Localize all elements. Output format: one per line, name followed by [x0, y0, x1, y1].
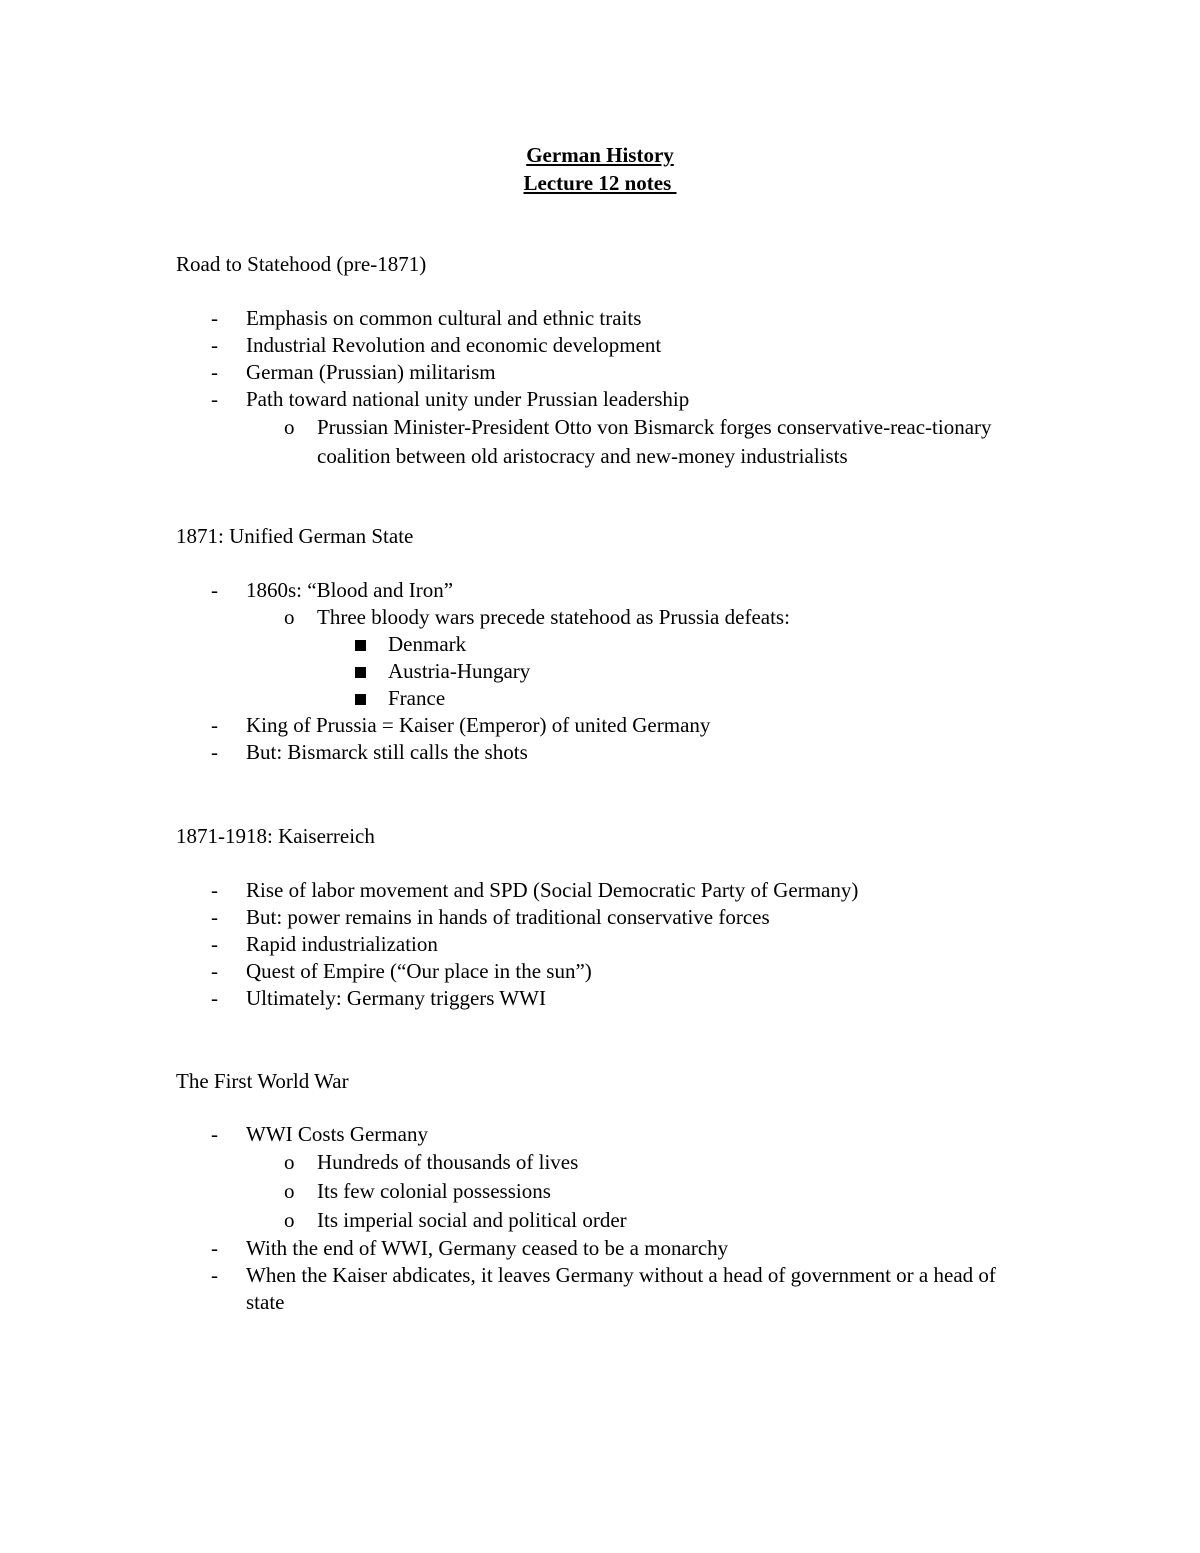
list-item: - But: Bismarck still calls the shots	[211, 740, 528, 764]
list-item: - Industrial Revolution and economic development	[211, 333, 662, 357]
bullet-list	[0, 877, 1200, 1012]
sub-sub-list-item: Denmark	[0, 631, 1008, 658]
section-heading: 1871-1918: Kaiserreich	[176, 824, 375, 848]
list-item: - Quest of Empire (“Our place in the sun”)	[211, 959, 592, 983]
document-subtitle: Lecture 12 notes	[523, 171, 677, 195]
square-bullet-icon	[355, 640, 366, 651]
sub-sub-list-item: France	[0, 685, 1008, 712]
list-item: - Rise of labor movement and SPD (Social Democratic Party of Germany)	[211, 878, 859, 902]
sub-sub-list-item: Austria-Hungary	[0, 658, 1008, 685]
dash-bullet: -	[211, 306, 218, 330]
list-item: - But: power remains in hands of traditional conservative forces	[211, 905, 770, 929]
sub-list-item: o Three bloody wars precede statehood as Prussia defeats:	[284, 605, 790, 629]
dash-bullet: -	[211, 905, 218, 929]
list-item: - King of Prussia = Kaiser (Emperor) of united Germany	[211, 713, 711, 737]
bullet-list	[0, 1121, 1200, 1316]
circle-bullet: o	[284, 1150, 295, 1174]
circle-bullet: o	[284, 1208, 295, 1232]
square-bullet-icon	[355, 694, 366, 705]
list-item: - With the end of WWI, Germany ceased to be a monarchy	[211, 1236, 729, 1260]
dash-bullet: -	[211, 878, 218, 902]
list-item: - German (Prussian) militarism	[211, 360, 496, 384]
circle-bullet: o	[284, 605, 295, 629]
dash-bullet: -	[211, 578, 218, 602]
sub-list-item: o Prussian Minister-President Otto von Bismarck forges conservative-reac-tionary coalition between old aristocracy and new-money industrialists	[284, 415, 992, 468]
dash-bullet: -	[211, 1122, 218, 1146]
dash-bullet: -	[211, 387, 218, 411]
bullet-list	[0, 305, 1200, 471]
section-heading: Road to Statehood (pre-1871)	[176, 252, 427, 276]
circle-bullet: o	[284, 1179, 295, 1203]
dash-bullet: -	[211, 1236, 218, 1260]
list-item: - Ultimately: Germany triggers WWI	[211, 986, 546, 1010]
list-item: - Path toward national unity under Prussian leadership	[211, 387, 690, 411]
document-title: German History	[526, 143, 674, 167]
dash-bullet: -	[211, 333, 218, 357]
dash-bullet: -	[211, 360, 218, 384]
section-heading: 1871: Unified German State	[176, 524, 414, 548]
square-bullet-icon	[355, 667, 366, 678]
dash-bullet: -	[211, 959, 218, 983]
dash-bullet: -	[211, 932, 218, 956]
list-item: - When the Kaiser abdicates, it leaves Germany without a head of government or a head of state	[211, 1263, 996, 1314]
list-item: - WWI Costs Germany	[211, 1122, 428, 1146]
sub-list-item: o Its few colonial possessions	[0, 1177, 1017, 1206]
sub-list-item: o Its imperial social and political order	[0, 1206, 1017, 1235]
sub-list-item: o Hundreds of thousands of lives	[0, 1148, 1017, 1177]
section-heading: The First World War	[176, 1069, 349, 1093]
dash-bullet: -	[211, 1263, 218, 1287]
dash-bullet: -	[211, 986, 218, 1010]
list-item: - Rapid industrialization	[211, 932, 438, 956]
dash-bullet: -	[211, 713, 218, 737]
bullet-list	[0, 577, 1200, 766]
circle-bullet: o	[284, 415, 295, 439]
list-item: - Emphasis on common cultural and ethnic traits	[211, 306, 642, 330]
dash-bullet: -	[211, 740, 218, 764]
list-item: - 1860s: “Blood and Iron”	[211, 578, 454, 602]
